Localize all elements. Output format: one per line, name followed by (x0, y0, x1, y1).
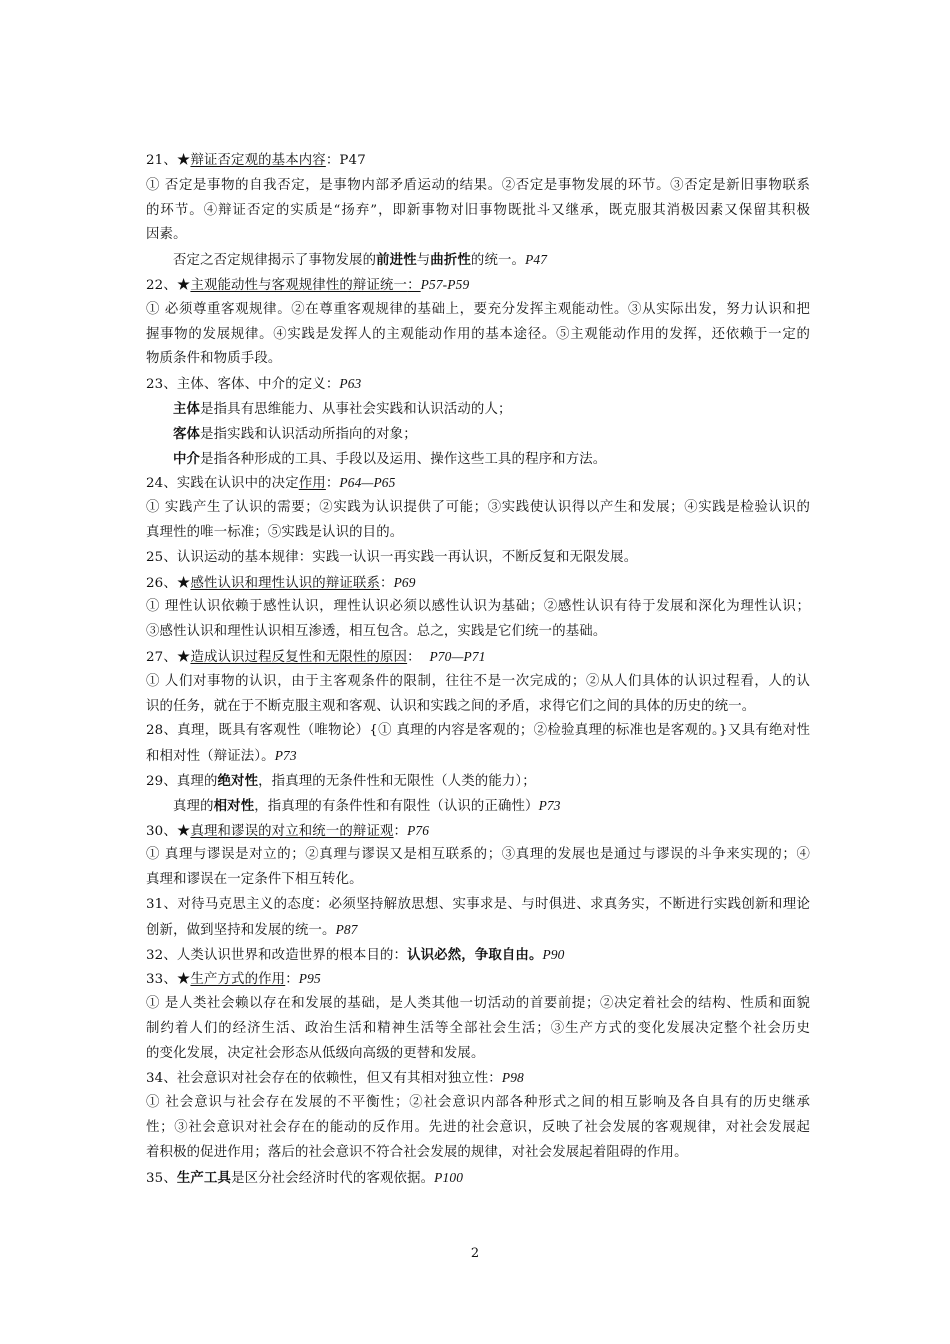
colon: ： (380, 575, 394, 591)
item-28-text: 28、真理，既具有客观性（唯物论）{① 真理的内容是客观的；②检验真理的标准也是客观的。}又具有绝对性 (146, 723, 810, 739)
page-ref: P76 (407, 822, 430, 838)
item-number: 22、 (146, 277, 177, 293)
item-21-heading (146, 149, 810, 174)
page-ref: P98 (501, 1070, 524, 1086)
item-text: 是区分社会经济时代的客观依据。 (231, 1170, 435, 1186)
item-30-text: 真理和谬误在一定条件下相互转化。 (146, 872, 363, 888)
note-text: 的统一。 (470, 253, 526, 269)
item-29-absolute (146, 769, 810, 794)
item-24-heading (146, 471, 810, 496)
item-22-text: 物质条件和物质手段。 (146, 351, 282, 367)
star-icon: ★ (176, 153, 191, 168)
item-27-heading (146, 645, 810, 670)
note-text: 否定之否定规律揭示了事物发展的 (173, 253, 377, 269)
star-icon: ★ (176, 575, 191, 591)
item-title: 辩证否定观的基本内容 (190, 153, 326, 168)
colon: ： (325, 476, 340, 492)
item-21-note (146, 248, 810, 273)
colon: ： (407, 649, 421, 665)
star-icon: ★ (176, 823, 191, 839)
item-34-text: ① 社会意识与社会存在发展的不平衡性；②社会意识内部各种形式之间的相互影响及各自具有的历史继承 (146, 1095, 810, 1111)
bold-term: 主体 (173, 400, 201, 417)
definition-object (146, 422, 810, 447)
item-text: ，指真理的有条件性和有限性（认识的正确性） (254, 798, 539, 814)
item-22-heading (146, 273, 810, 298)
item-21-text: 的环节。④辩证否定的实质是“扬弃”，即新事物对旧事物既批斗又继承，既克服其消极因素又保留其积极 (146, 202, 810, 218)
item-33-text: ① 是人类社会赖以存在和发展的基础，是人类其他一切活动的首要前提；②决定着社会的结构、性质和面貌 (146, 996, 810, 1012)
page-ref: P69 (393, 574, 416, 590)
definition-text: 是指具有思维能力、从事社会实践和认识活动的人； (200, 401, 512, 417)
item-34-heading (146, 1066, 810, 1091)
definition-text: 是指实践和认识活动所指向的对象； (200, 426, 417, 442)
item-number: 30、 (146, 823, 177, 839)
page-ref: P70—P71 (429, 648, 486, 664)
page-ref: P90 (542, 946, 565, 962)
item-text: 真理的 (173, 798, 214, 814)
item-27-text: 识的任务，就在于不断克服主观和客观、认识和实践之间的矛盾，求得它们之间的具体的历史的统一。 (146, 698, 756, 714)
item-title-underlined: 作用 (298, 476, 326, 492)
item-26-text: ① 理性认识依赖于感性认识，理性认识必须以感性认识为基础；②感性认识有待于发展和深化为理性认识； (146, 599, 810, 615)
bold-term: 绝对性 (217, 772, 259, 789)
item-34-text: 着积极的促进作用；落后的社会意识不符合社会发展的规律，对社会发展起着阻碍的作用。 (146, 1144, 688, 1160)
item-number: 35、 (146, 1170, 177, 1186)
item-text: 和相对性（辩证法）。 (146, 749, 275, 765)
bold-term: 客体 (173, 425, 201, 442)
item-26-text: ③感性认识和理性认识相互渗透，相互包含。总之，实践是它们统一的基础。 (146, 624, 607, 640)
item-text: 29、真理的 (146, 773, 218, 789)
colon: ： (325, 153, 340, 168)
item-28-text-end (146, 744, 810, 769)
item-22-text: 握事物的发展规律。④实践是发挥人的主观能动作用的基本途径。⑤主观能动作用的发挥，还依赖于一定的 (146, 326, 810, 342)
bold-term: 认识必然，争取自由。 (407, 946, 543, 963)
colon: ： (393, 823, 408, 839)
item-27-text: ① 人们对事物的认识，由于主客观条件的限制，往往不是一次完成的；②从人们具体的认识过程看，人的认 (146, 673, 810, 689)
item-number: 26、 (146, 575, 177, 591)
item-title: 造成认识过程反复性和无限性的原因 (190, 649, 408, 665)
item-title: 生产方式的作用 (190, 972, 286, 988)
page-ref: P47 (525, 252, 548, 268)
page-ref: P64—P65 (339, 475, 396, 491)
item-21-text: ① 否定是事物的自我否定，是事物内部矛盾运动的结果。②否定是事物发展的环节。③否定是新旧事物联系 (146, 177, 810, 193)
page-number: 2 (470, 1246, 480, 1261)
bold-term: 曲折性 (430, 252, 471, 269)
item-22-text: ① 必须尊重客观规律。②在尊重客观规律的基础上，要充分发挥主观能动性。③从实际出发，努力认识和把 (146, 301, 810, 317)
star-icon: ★ (176, 972, 191, 988)
item-21-text: 因素。 (146, 227, 187, 243)
item-25-heading: 25、认识运动的基本规律：实践一认识一再实践一再认识，不断反复和无限发展。 (146, 549, 638, 565)
page-ref: P87 (335, 921, 358, 937)
star-icon: ★ (176, 649, 191, 665)
item-title: 32、人类认识世界和改造世界的根本目的： (146, 947, 408, 963)
page-ref: P100 (434, 1169, 464, 1185)
colon: ： (407, 277, 421, 293)
item-text: 创新，做到坚持和发展的统一。 (146, 922, 336, 938)
definition-subject (146, 397, 810, 422)
item-title: 感性认识和理性认识的辩证联系 (190, 575, 381, 591)
item-title: 主观能动性与客观规律性的辩证统一 (190, 277, 408, 293)
item-30-text: ① 真理与谬误是对立的；②真理与谬误又是相互联系的；③真理的发展也是通过与谬误的斗争来实现的；④ (146, 847, 810, 863)
document-body (146, 149, 810, 1190)
definition-text: 是指各种形成的工具、手段以及运用、操作这些工具的程序和方法。 (200, 451, 607, 467)
page-ref: P73 (274, 748, 297, 764)
bold-term: 生产工具 (176, 1169, 232, 1186)
item-text: ，指真理的无条件性和无限性（人类的能力）； (258, 773, 536, 789)
page-ref: P57-P59 (420, 276, 470, 292)
note-text: 与 (416, 253, 431, 269)
item-number: 21、 (146, 153, 177, 168)
page-ref: P63 (339, 376, 362, 392)
definition-medium (146, 447, 810, 472)
bold-term: 中介 (173, 450, 201, 467)
item-33-heading (146, 967, 810, 992)
bold-term: 前进性 (376, 252, 417, 269)
star-icon: ★ (176, 277, 191, 293)
item-34-text: 性；③社会意识对社会存在的能动的反作用。先进的社会意识，反映了社会发展的客观规律，对社会发展起 (146, 1120, 810, 1136)
item-33-text: 制约着人们的经济生活、政治生活和精神生活等全部社会生活；③生产方式的变化发展决定整个社会历史 (146, 1020, 810, 1036)
item-35-heading (146, 1166, 810, 1191)
page-ref: P73 (538, 797, 561, 813)
item-31-text: 31、对待马克思主义的态度：必须坚持解放思想、实事求是、与时俱进、求真务实，不断进行实践创新和理论 (146, 896, 810, 912)
bold-term: 相对性 (213, 797, 255, 814)
item-24-text: 真理性的唯一标准；⑤实践是认识的目的。 (146, 524, 404, 540)
page-ref: P47 (339, 153, 366, 168)
item-31-text-end (146, 918, 810, 943)
item-number: 33、 (146, 972, 177, 988)
item-24-text: ① 实践产生了认识的需要；②实践为认识提供了可能；③实践使认识得以产生和发展；④实践是检验认识的 (146, 500, 810, 516)
item-33-text: 的变化发展，决定社会形态从低级向高级的更替和发展。 (146, 1045, 485, 1061)
item-32-heading (146, 943, 810, 968)
page-ref: P95 (298, 971, 321, 987)
item-23-heading (146, 372, 810, 397)
item-30-heading (146, 819, 810, 844)
colon: ： (285, 972, 299, 988)
item-29-relative (146, 794, 810, 819)
item-title: 34、社会意识对社会存在的依赖性，但又有其相对独立性： (146, 1071, 502, 1087)
item-title: 24、实践在认识中的决定 (146, 476, 299, 492)
item-number: 27、 (146, 649, 177, 665)
item-title: 真理和谬误的对立和统一的辩证观 (190, 823, 394, 839)
item-26-heading (146, 571, 810, 596)
item-title: 23、主体、客体、中介的定义： (146, 377, 340, 393)
